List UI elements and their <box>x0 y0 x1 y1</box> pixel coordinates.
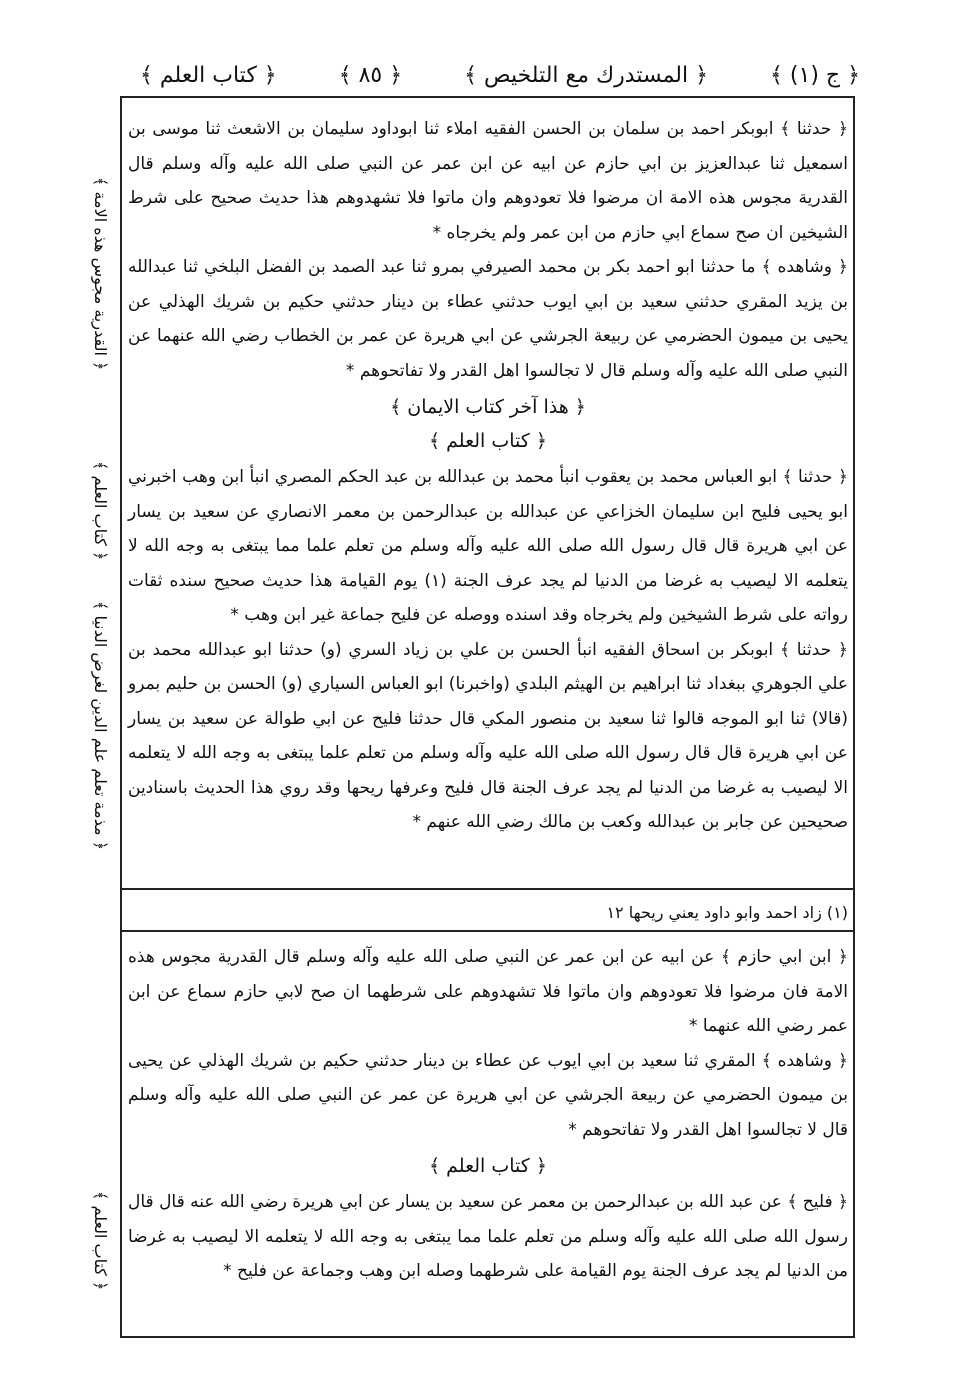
paragraph: ﴿ حدثنا ﴾ ابو العباس محمد بن يعقوب انبأ محمد بن عبدالله بن عبد الحكم المصري انبأ ابن وهب اخبرني ابو يحيى فليح ابن سليمان الخزاعي عن عبدالله بن عبدالرحمن بن معمر الانصاري عن سعيد بن يسار عن ابي هريرة قال قال رسول الله صلى الله عليه وآله وسلم من تعلم علما مما يبتغى به وجه الله لا يتعلمه الا ليصيب به غرضا من الدنيا لم يجد عرف الجنة (١) يوم القيامة هذا حديث صحيح سنده ثقات رواته على شرط الشيخين ولم يخرجاه وقد اسنده ووصله عن فليح جماعة غير ابن وهب * <box>128 467 848 625</box>
margin-note: ﴿ كتاب العلم ﴾ <box>91 460 110 560</box>
section-heading: ﴿ كتاب العلم ﴾ <box>428 1155 547 1177</box>
margin-note: ﴿ كتاب العلم ﴾ <box>91 1190 110 1290</box>
summary-text <box>128 940 848 1289</box>
paragraph: ﴿ ابن ابي حازم ﴾ عن ابيه عن ابن عمر عن النبي صلى الله عليه وآله وسلم قال القدرية مجوس هذه الامة فان مرضوا فلا تعودوهم وان ماتوا فلا تشهدوهم على شرطهما ان صح لابي حازم سماع عن ابن عمر رضي الله عنهما * <box>128 947 848 1036</box>
section-title: ﴿ كتاب العلم ﴾ <box>140 62 277 88</box>
paragraph: ﴿ حدثنا ﴾ ابوبكر بن اسحاق الفقيه انبأ الحسن بن علي بن زياد السري (و) حدثنا ابو عبدالله محمد بن علي الجوهري ببغداد ثنا ابراهيم بن الهيثم البلدي (واخبرنا) ابو العباس السياري (و) الحسن بن حليم بمرو (قالا) ثنا ابو الموجه قالوا ثنا سعيد بن منصور المكي قال حدثنا فليح عن ابي طوالة عن سعيد بن يسار عن ابي هريرة قال قال رسول الله صلى الله عليه وآله وسلم من تعلم علما يبتغى به وجه الله لا يتعلمه الا ليصيب به غرضا من الدنيا لم يجد عرف الجنة قال فليح وعرفها ريحها وقد روي هذا الحديث باسنادين صحيحين عن جابر بن عبدالله وكعب بن مالك رضي الله عنهم * <box>128 639 848 832</box>
book-title: ﴿ المستدرك مع التلخيص ﴾ <box>464 62 709 88</box>
divider <box>120 930 855 932</box>
paragraph: ﴿ وشاهده ﴾ المقري ثنا سعيد بن ابي ايوب عن عطاء بن دينار حدثني حكيم بن شريك الهذلي عن يحيى بن ميمون الحضرمي عن ربيعة الجرشي عن ابي هريرة عن عمر عن النبي صلى الله عليه وآله وسلم قال لا تجالسوا اهل القدر ولا تفاتحوهم * <box>128 1050 848 1140</box>
paragraph: ﴿ وشاهده ﴾ ما حدثنا ابو احمد بكر بن محمد الصيرفي بمرو ثنا عبد الصمد بن الفضل البلخي ثنا عبدالله بن يزيد المقري حدثني سعيد بن ابي ايوب حدثني عطاء بن دينار حدثني حكيم بن شريك الهذلي عن يحيى بن ميمون الحضرمي عن ربيعة الجرشي عن ابي هريرة عن عمر بن الخطاب رضي الله عنهما عن النبي صلى الله عليه وآله وسلم قال لا تجالسوا اهل القدر ولا تفاتحوهم * <box>128 257 848 381</box>
main-text <box>128 112 848 840</box>
footnote: (١) زاد احمد وابو داود يعني ريحها ١٢ <box>606 903 848 922</box>
section-heading: ﴿ هذا آخر كتاب الايمان ﴾ <box>390 396 586 418</box>
page-header <box>140 55 860 95</box>
paragraph: ﴿ حدثنا ﴾ ابوبكر احمد بن سلمان بن الحسن الفقيه املاء ثنا ابوداود سليمان بن الاشعث ثنا موسى بن اسمعيل ثنا عبدالعزيز بن ابي حازم عن ابيه عن ابن عمر عن النبي صلى الله عليه وآله وسلم قال القدرية مجوس هذه الامة ان مرضوا فلا تعودوهم وان ماتوا فلا تشهدوهم هذا حديث صحيح على شرط الشيخين ان صح سماع ابي حازم من ابن عمر ولم يخرجاه * <box>128 119 848 243</box>
section-heading: ﴿ كتاب العلم ﴾ <box>428 430 547 452</box>
page-number: ﴿ ٨٥ ﴾ <box>338 62 403 88</box>
margin-note: ﴿ مذمة تعلم علم الدين لغرض الدنيا ﴾ <box>91 600 110 850</box>
margin-note: ﴿ القدرية مجوس هذه الامة ﴾ <box>91 176 110 370</box>
divider <box>120 888 855 890</box>
paragraph: ﴿ فليح ﴾ عن عبد الله بن عبدالرحمن بن معمر عن سعيد بن يسار عن ابي هريرة رضي الله عنه قال قال رسول الله صلى الله عليه وآله وسلم من تعلم علما مما يبتغى به وجه الله لا يتعلمه الا ليصيب به غرضا من الدنيا لم يجد عرف الجنة يوم القيامة على شرطهما وصله ابن وهب وجماعة عن فليح * <box>128 1192 848 1281</box>
volume-label: ﴿ ج (١) ﴾ <box>770 62 860 88</box>
